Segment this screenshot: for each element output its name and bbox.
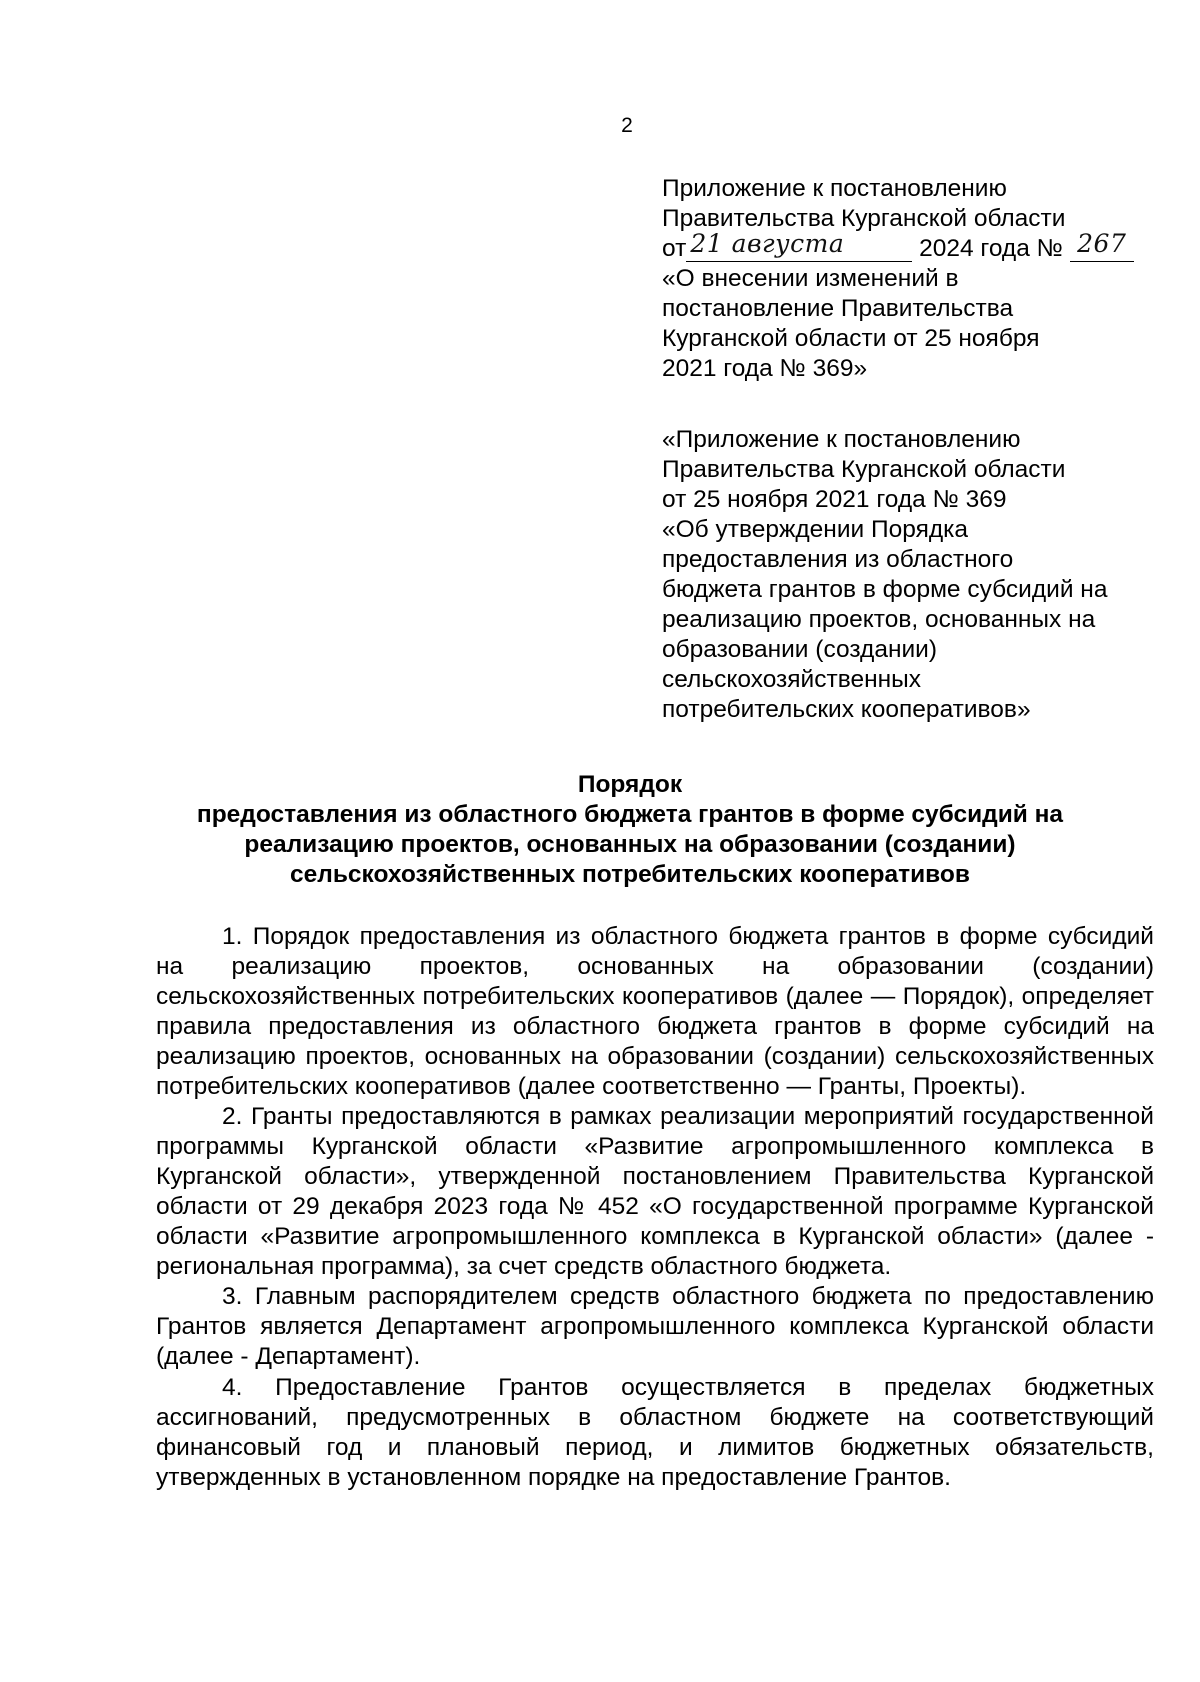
handwritten-number: 267 [1077, 229, 1127, 258]
appendix-header-line: 2021 года № 369» [662, 355, 868, 382]
appendix-header-line: сельскохозяйственных [662, 666, 921, 693]
appendix-header-line: образовании (создании) [662, 636, 938, 663]
handwritten-date-field [686, 229, 912, 262]
date-prefix: от [662, 235, 687, 262]
appendix-header-line: Приложение к постановлению [662, 175, 1007, 202]
document-body [156, 922, 1154, 1493]
document-title-line: предоставления из областного бюджета грантов в форме субсидий на [196, 801, 1064, 828]
appendix-header-line: «Об утверждении Порядка [662, 516, 969, 543]
year-text: 2024 года № [919, 235, 1063, 262]
appendix-header-line: реализацию проектов, основанных на [662, 606, 1096, 633]
appendix-header-line: «Приложение к постановлению [662, 426, 1021, 453]
handwritten-date: 21 августа [690, 229, 845, 258]
document-title-line: реализацию проектов, основанных на образовании (создании) [244, 831, 1016, 858]
paragraph: 4. Предоставление Грантов осуществляется в пределах бюджетных ассигнований, предусмотренных в областном бюджете на соответствующий финансовый год и плановый период, и лимитов бюджетных обязательств, утвержденных в установленном порядке на предоставление Грантов. [156, 1374, 1154, 1491]
appendix-header-line: постановление Правительства [662, 295, 1014, 322]
document-title [100, 770, 1160, 890]
appendix-header [662, 174, 1162, 384]
appendix-header-line: Правительства Курганской области [662, 456, 1066, 483]
document-title-line: сельскохозяйственных потребительских кооперативов [290, 861, 970, 888]
appendix-date-line [662, 229, 1162, 264]
appendix-header-line: «О внесении изменений в [662, 265, 959, 292]
paragraph: 3. Главным распорядителем средств областного бюджета по предоставлению Грантов является Департамент агропромышленного комплекса Курганской области (далее - Департамент). [156, 1283, 1154, 1370]
appendix-header-line: Правительства Курганской области [662, 205, 1066, 232]
appendix-header-line: от 25 ноября 2021 года № 369 [662, 486, 1007, 513]
document-title-line: Порядок [577, 771, 683, 798]
handwritten-number-field [1070, 229, 1134, 262]
appendix-header-line: бюджета грантов в форме субсидий на [662, 576, 1108, 603]
appendix-header-line: потребительских кооперативов» [662, 696, 1031, 723]
appendix-header-line: Курганской области от 25 ноября [662, 325, 1040, 352]
page-number: 2 [621, 114, 633, 137]
paragraph: 1. Порядок предоставления из областного бюджета грантов в форме субсидий на реализацию проектов, основанных на образовании (создании) сельскохозяйственных потребительских кооперативов (далее — Порядок), определяет правила предоставления из областного бюджета грантов в форме субсидий на реализацию проектов, основанных на образовании (создании) сельскохозяйственных потребительских кооперативов (далее соответственно — Гранты, Проекты). [156, 923, 1154, 1100]
paragraph: 2. Гранты предоставляются в рамках реализации мероприятий государственной программы Курганской области «Развитие агропромышленного комплекса в Курганской области», утвержденной постановлением Правительства Курганской области от 29 декабря 2023 года № 452 «О государственной программе Курганской области «Развитие агропромышленного комплекса в Курганской области» (далее - региональная программа), за счет средств областного бюджета. [156, 1103, 1154, 1280]
original-appendix-header [662, 425, 1162, 725]
appendix-header-line: предоставления из областного [662, 546, 1014, 573]
